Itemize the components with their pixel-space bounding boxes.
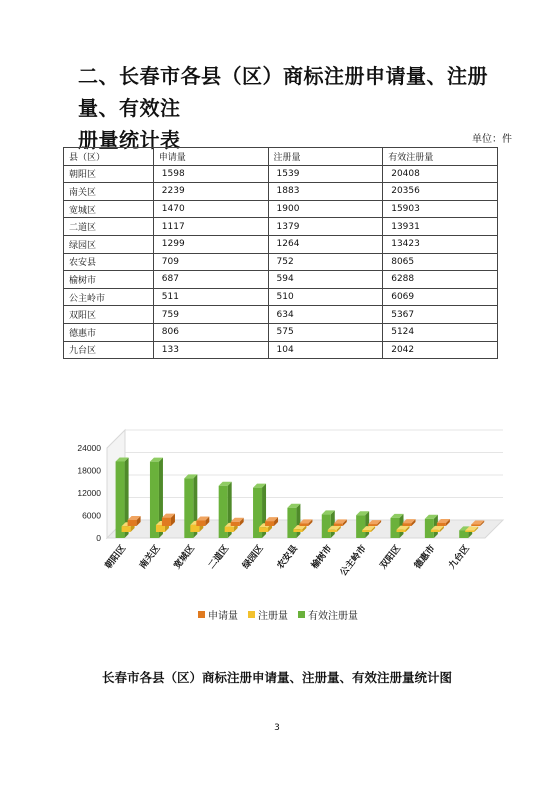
x-category-label: 德惠市	[413, 543, 438, 572]
table-cell-number: 1379	[276, 221, 300, 232]
table-cell-value	[383, 253, 498, 271]
table-cell-number: 634	[276, 309, 294, 320]
y-tick-label: 0	[96, 533, 101, 543]
statistics-table	[63, 147, 498, 359]
x-category-label: 双阳区	[378, 543, 404, 572]
table-cell-value	[153, 165, 268, 183]
table-cell-county: 绿园区	[64, 235, 154, 253]
table-cell-value	[268, 288, 383, 306]
table-cell-number: 575	[276, 327, 294, 338]
table-cell-county: 农安县	[64, 253, 154, 271]
table-cell-value	[153, 218, 268, 236]
bar-注册量	[397, 530, 406, 532]
table-cell-number: 510	[276, 292, 294, 303]
table-row	[64, 271, 498, 289]
x-category-label: 农安县	[275, 543, 301, 572]
table-cell-value	[153, 288, 268, 306]
bar-申请量	[128, 520, 137, 526]
bar-注册量	[431, 530, 440, 532]
table-header-row	[64, 148, 498, 166]
table-cell-number: 687	[161, 274, 179, 285]
table-row	[64, 165, 498, 183]
table-cell-county: 二道区	[64, 218, 154, 236]
legend-swatch-applications	[198, 611, 205, 618]
table-cell-number: 1299	[161, 239, 185, 250]
table-cell-value	[153, 306, 268, 324]
table-cell-number: 1900	[276, 204, 300, 215]
table-cell-county: 朝阳区	[64, 165, 154, 183]
table-cell-number: 5367	[391, 309, 415, 320]
table-cell-value	[268, 341, 383, 359]
x-category-label: 南关区	[138, 543, 163, 572]
table-row	[64, 200, 498, 218]
table-cell-number: 8065	[391, 256, 415, 267]
bar-有效注册量	[287, 508, 296, 538]
table-cell-number: 806	[161, 327, 179, 338]
x-category-label: 二道区	[206, 543, 232, 572]
table-cell-number: 759	[161, 309, 179, 320]
table-cell-value	[153, 200, 268, 218]
table-cell-value	[268, 235, 383, 253]
bar-有效注册量	[322, 514, 331, 538]
bar-申请量	[403, 523, 412, 526]
table-cell-value	[153, 341, 268, 359]
table-row	[64, 253, 498, 271]
x-category-label: 绿园区	[241, 543, 266, 572]
bar-注册量	[122, 526, 131, 532]
table-cell-value	[383, 235, 498, 253]
table-body	[64, 165, 498, 359]
table-cell-number: 1117	[161, 221, 185, 232]
table-cell-number: 1598	[161, 168, 185, 179]
table-cell-number: 511	[161, 292, 179, 303]
table-cell-county: 九台区	[64, 341, 154, 359]
table-row	[64, 323, 498, 341]
bar-注册量	[225, 527, 234, 532]
bar-申请量	[334, 523, 343, 526]
trademark-chart	[65, 428, 505, 628]
table-cell-value	[268, 306, 383, 324]
table-row	[64, 235, 498, 253]
bar-申请量	[231, 522, 240, 526]
table-cell-number: 1883	[276, 186, 300, 197]
table-cell-value	[383, 183, 498, 201]
table-cell-value	[153, 235, 268, 253]
section-heading-line1: 二、长春市各县（区）商标注册申请量、注册量、有效注	[78, 64, 488, 120]
table-cell-number: 1470	[161, 204, 185, 215]
table-cell-number: 20408	[391, 168, 420, 179]
x-category-label: 朝阳区	[103, 543, 129, 572]
table-row	[64, 288, 498, 306]
table-cell-value	[153, 183, 268, 201]
bar-注册量	[465, 531, 474, 533]
table-cell-number: 1539	[276, 168, 300, 179]
table-cell-number: 15903	[391, 204, 420, 215]
unit-label: 单位：件	[472, 134, 512, 145]
table-cell-value	[383, 165, 498, 183]
legend-item-applications	[198, 607, 238, 622]
bar-side-有效注册量	[296, 504, 300, 538]
table-row	[64, 183, 498, 201]
table-cell-county: 榆树市	[64, 271, 154, 289]
table-cell-value	[268, 218, 383, 236]
legend-label-valid-registrations: 有效注册量	[308, 611, 358, 622]
table-cell-county: 南关区	[64, 183, 154, 201]
bar-有效注册量	[391, 518, 400, 538]
table-row	[64, 341, 498, 359]
table-cell-county: 双阳区	[64, 306, 154, 324]
legend-label-registrations: 注册量	[258, 611, 288, 622]
table-cell-county: 德惠市	[64, 323, 154, 341]
table-cell-value	[383, 341, 498, 359]
table-cell-number: 2042	[391, 344, 415, 355]
header-valid-registrations: 有效注册量	[383, 148, 498, 166]
legend-item-registrations	[248, 607, 288, 622]
x-category-label: 榆树市	[309, 543, 335, 572]
table-cell-number: 752	[276, 256, 294, 267]
bar-申请量	[265, 521, 274, 526]
table-cell-number: 20356	[391, 186, 420, 197]
y-tick-label: 6000	[82, 510, 101, 521]
table-row	[64, 306, 498, 324]
bar-申请量	[196, 520, 205, 526]
section-heading	[78, 60, 498, 156]
table-cell-value	[383, 288, 498, 306]
table-cell-number: 104	[276, 344, 294, 355]
table-cell-value	[383, 200, 498, 218]
y-tick-label: 18000	[77, 465, 101, 476]
bar-申请量	[162, 518, 171, 526]
page-number: 3	[274, 723, 280, 733]
table-cell-value	[383, 306, 498, 324]
section-heading-line2: 册量统计表	[78, 128, 181, 152]
table-cell-value	[268, 253, 383, 271]
y-tick-label: 24000	[77, 443, 101, 453]
table-cell-number: 594	[276, 274, 294, 285]
table-cell-number: 6288	[391, 274, 415, 285]
legend-swatch-valid-registrations	[298, 611, 305, 618]
table-cell-number: 2239	[161, 186, 185, 197]
table-cell-number: 13423	[391, 239, 420, 250]
table-cell-number: 1264	[276, 239, 300, 250]
table-cell-value	[383, 218, 498, 236]
y-tick-label: 12000	[77, 488, 101, 498]
table-cell-number: 133	[161, 344, 179, 355]
header-applications: 申请量	[153, 148, 268, 166]
table-cell-number: 13931	[391, 221, 420, 232]
x-category-label: 宽城区	[172, 543, 197, 572]
table-cell-value	[268, 165, 383, 183]
table-cell-number: 5124	[391, 327, 415, 338]
bar-注册量	[362, 530, 371, 532]
bar-申请量	[437, 523, 446, 526]
x-category-label: 公主岭市	[338, 543, 369, 579]
bar-注册量	[293, 529, 302, 532]
table-cell-value	[383, 271, 498, 289]
x-category-label: 九台区	[447, 543, 472, 572]
bar-申请量	[299, 523, 308, 526]
table-cell-county: 宽城区	[64, 200, 154, 218]
chart-legend	[198, 607, 358, 622]
table-cell-value	[268, 200, 383, 218]
table-cell-value	[153, 323, 268, 341]
legend-swatch-registrations	[248, 611, 255, 618]
chart-caption: 长春市各县（区）商标注册申请量、注册量、有效注册量统计图	[101, 670, 452, 685]
header-county: 县（区）	[64, 148, 154, 166]
table-cell-value	[268, 183, 383, 201]
table-cell-county: 公主岭市	[64, 288, 154, 306]
bar-注册量	[328, 530, 337, 532]
bar-注册量	[259, 527, 268, 532]
bar-申请量	[368, 524, 377, 526]
bar-申请量	[471, 525, 480, 527]
table-cell-value	[383, 323, 498, 341]
table-cell-value	[268, 271, 383, 289]
table-cell-value	[153, 253, 268, 271]
bar-有效注册量	[356, 515, 365, 538]
legend-label-applications: 申请量	[208, 611, 238, 622]
legend-item-valid-registrations	[298, 607, 358, 622]
table-cell-number: 709	[161, 256, 179, 267]
header-registrations: 注册量	[268, 148, 383, 166]
table-cell-value	[268, 323, 383, 341]
table-cell-value	[153, 271, 268, 289]
table-row	[64, 218, 498, 236]
table-cell-number: 6069	[391, 292, 415, 303]
